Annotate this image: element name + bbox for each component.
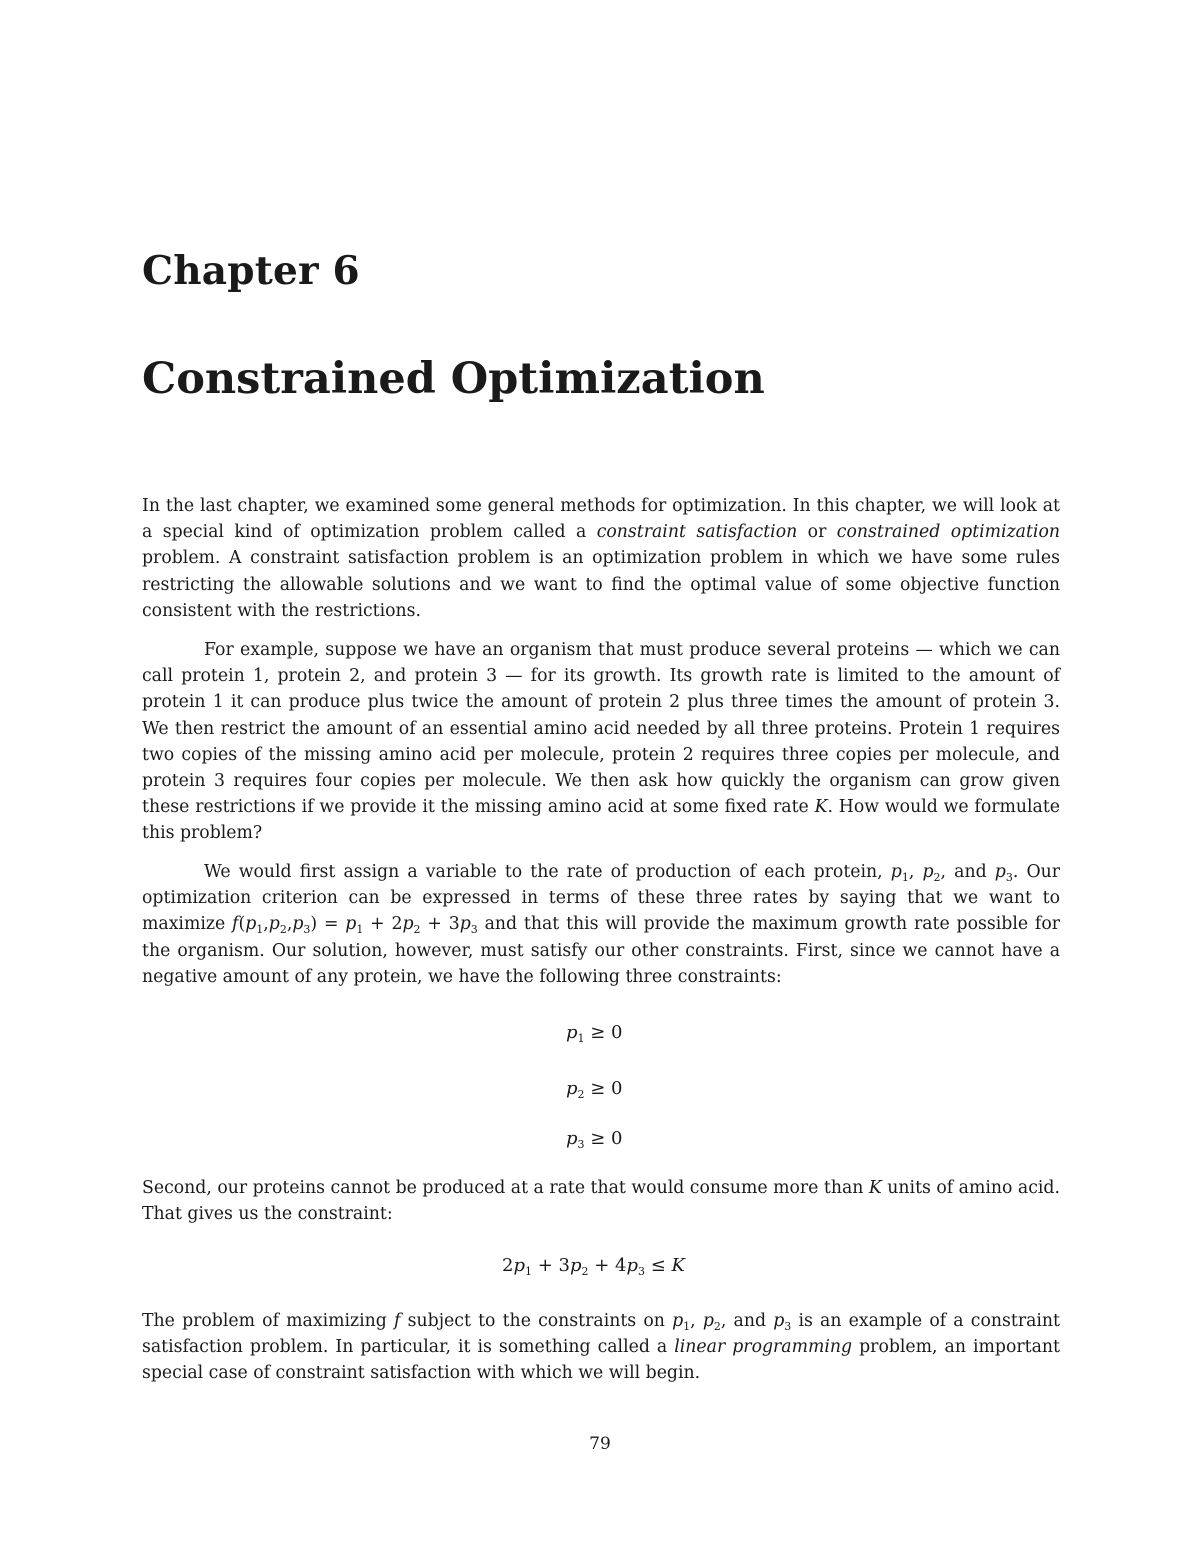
constraint-p2-nonnegative: $p_2 \ge 0$ xyxy=(566,1078,623,1101)
math-f: f xyxy=(394,1311,401,1331)
term-constraint-satisfaction: constraint satisfaction xyxy=(596,522,798,543)
term-constrained-optimization: constrained optimization xyxy=(836,522,1060,543)
paragraph-linear-programming: The problem of maximizing f subject to the constraints on $p_1$, $p_2$, and $p_3$ is an example of a constraint satisfaction problem. In particular, it is something called a linear programming problem, an important special case of constraint satisfaction with which we will begin. xyxy=(142,1311,1060,1384)
constraint-amino-acid-budget: $2p_1 + 3p_2 + 4p_3 \le K$ xyxy=(502,1255,685,1278)
math-p2: $p_2$ xyxy=(922,862,941,884)
paragraph-intro: In the last chapter, we examined some general methods for optimization. In this chapter, we will look at a special kind of optimization problem called a constraint satisfaction or constrained optimization problem. A constraint satisfaction problem is an optimization problem in which we have some rules restricting the allowable solutions and we want to find the optimal value of some objective function consistent with the restrictions. xyxy=(142,496,1060,621)
constraint-p3-nonnegative: $p_3 \ge 0$ xyxy=(566,1128,623,1151)
constraint-p1-nonnegative: $p_1 \ge 0$ xyxy=(566,1022,623,1045)
paragraph-second-constraint: Second, our proteins cannot be produced at a rate that would consume more than K units of amino acid. That gives us the constraint: xyxy=(142,1178,1060,1225)
math-p2: $p_2$ xyxy=(702,1311,721,1333)
chapter-label: Chapter 6 xyxy=(142,248,360,294)
paragraph-example: For example, suppose we have an organism that must produce several proteins — which we can call protein 1, protein 2, and protein 3 — for its growth. Its growth rate is limited to the amount of protein 1 it can produce plus twice the amount of protein 2 plus three times the amount of protein 3. We then restrict the amount of an essential amino acid needed by all three proteins. Protein 1 requires two copies of the missing amino acid per molecule, protein 2 requires three copies per molecule, and protein 3 requires four copies per molecule. We then ask how quickly the organism can grow given these restrictions if we provide it the missing amino acid at some fixed rate K. How would we formulate this problem? xyxy=(142,640,1061,844)
page-number: 79 xyxy=(589,1434,611,1454)
math-p1: $p_1$ xyxy=(672,1311,691,1333)
math-K: K xyxy=(868,1178,882,1198)
math-K: K xyxy=(814,797,828,818)
paragraph-formulation: We would first assign a variable to the rate of production of each protein, $p_1$, $p_2$, and $p_3$. Our optimization criterion can be expressed in terms of these three rates by saying that we want to maximize $f(p_1,p_2,p_3) = p_1 + 2p_2 + 3p_3$ and that this will provide the maximum growth rate possible for the organism. Our solution, however, must satisfy our other constraints. First, since we cannot have a negative amount of any protein, we have the following three constraints: xyxy=(142,862,1060,987)
chapter-title: Constrained Optimization xyxy=(142,354,765,404)
math-p3: $p_3$ xyxy=(994,862,1013,884)
objective-function: $f(p_1,p_2,p_3) = p_1 + 2p_2 + 3p_3$ xyxy=(232,914,478,937)
term-linear-programming: linear programming xyxy=(674,1337,853,1358)
math-p3: $p_3$ xyxy=(773,1311,792,1333)
math-p1: $p_1$ xyxy=(890,862,909,884)
